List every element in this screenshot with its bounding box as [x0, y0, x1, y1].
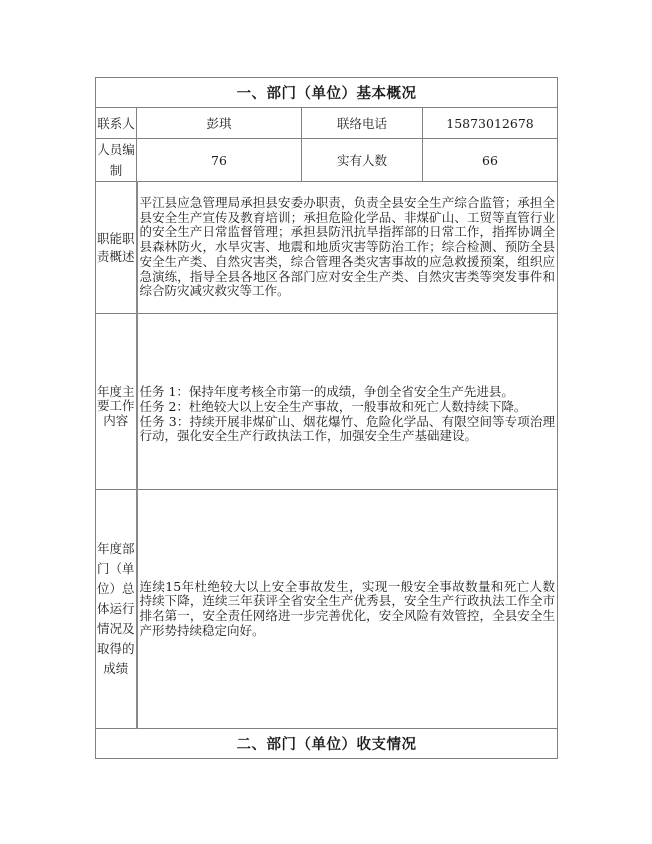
- achievements-text: 连续15年杜绝较大以上安全事故发生，实现一般安全事故数量和死亡人数持续下降，连续三年获评全省安全生产优秀县，安全生产行政执法工作全市排名第一，安全责任网络进一步完善优化，安全风险有效管控，全县安全生产形势持续稳定向好。: [137, 490, 558, 729]
- section2-header-row: [96, 729, 558, 759]
- contact-row: [96, 108, 558, 139]
- phone-value: 15873012678: [423, 108, 558, 139]
- staff-row: [96, 139, 558, 182]
- task-item: 任务 1：保持年度考核全市第一的成绩，争创全省安全生产先进县。: [139, 384, 514, 400]
- tasks-label: 年度主要工作内容: [96, 314, 137, 490]
- duties-row: [96, 182, 558, 314]
- department-overview-table: [95, 77, 558, 759]
- tasks-row: [96, 314, 558, 490]
- section2-title: 二、部门（单位）收支情况: [96, 729, 558, 759]
- staff-quota-value: 76: [137, 139, 302, 182]
- actual-staff-value: 66: [423, 139, 558, 182]
- section1-title: 一、部门（单位）基本概况: [96, 78, 558, 108]
- staff-quota-label: 人员编制: [96, 139, 137, 182]
- achievements-label: 年度部门（单位）总体运行情况及取得的成绩: [96, 490, 137, 729]
- achievements-row: [96, 490, 558, 729]
- contact-name-value: 彭琪: [137, 108, 302, 139]
- phone-label: 联络电话: [302, 108, 423, 139]
- task-item: 任务 3：持续开展非煤矿山、烟花爆竹、危险化学品、有限空间等专项治理行动，强化安全生产行政执法工作，加强安全生产基础建设。: [139, 413, 555, 444]
- duties-text: 平江县应急管理局承担县安委办职责，负责全县安全生产综合监管；承担全县安全生产宣传及教育培训；承担危险化学品、非煤矿山、工贸等直管行业的安全生产日常监督管理；承担县防汛抗旱指挥部的日常工作，指挥协调全县森林防火，水旱灾害、地震和地质灾害等防治工作；综合检测、预防全县安全生产类、自然灾害类，综合管理各类灾害事故的应急救援预案，组织应急演练，指导全县各地区各部门应对安全生产类、自然灾害类等突发事件和综合防灾减灾救灾等工作。: [137, 182, 558, 314]
- tasks-content: [137, 314, 558, 490]
- task-item: 任务 2：杜绝较大以上安全生产事故，一般事故和死亡人数持续下降。: [139, 398, 527, 414]
- actual-staff-label: 实有人数: [302, 139, 423, 182]
- duties-label: 职能职责概述: [96, 182, 137, 314]
- contact-label: 联系人: [96, 108, 137, 139]
- section1-header-row: [96, 78, 558, 108]
